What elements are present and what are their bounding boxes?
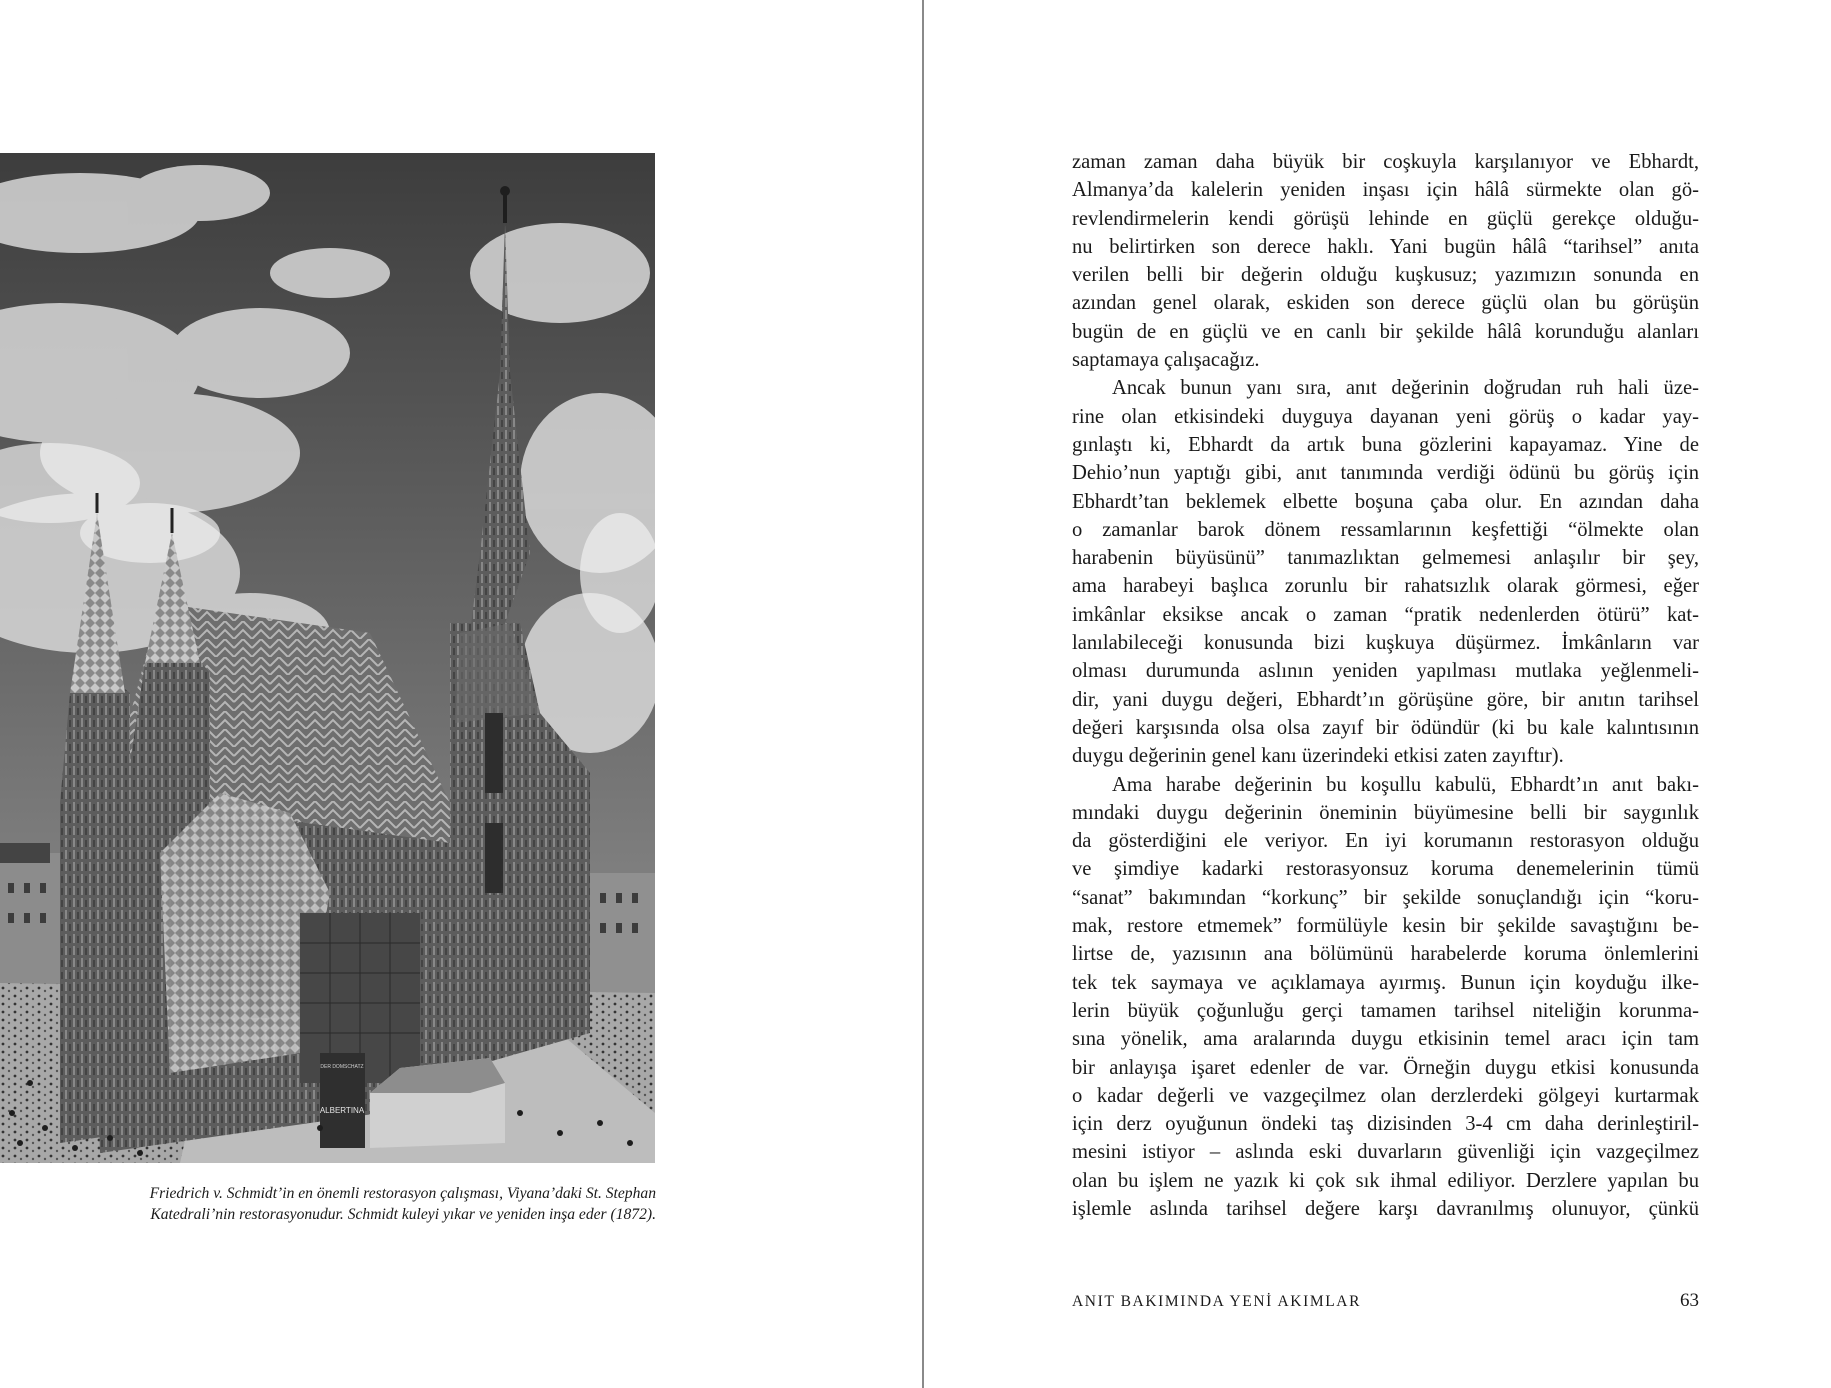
caption-line: Katedrali’nin restorasyonudur. Schmidt kuleyi yıkar ve yeniden inşa eder (1872). <box>150 1206 656 1223</box>
text-line: da gösterdiğini ele veriyor. En iyi korumanın restorasyon olduğu <box>1072 830 1699 853</box>
text-line: dir, yani duygu değeri, Ebhardt’ın görüşüne göre, bir anıtın tarihsel <box>1072 688 1699 711</box>
text-line: gınlaştı ki, Ebhardt da artık buna gözlerini kapayamaz. Yine de <box>1072 433 1699 456</box>
page-number: 63 <box>1680 1290 1699 1311</box>
text-line: bir anlayışa işaret edenler de var. Örneğin duygu etkisi konusunda <box>1072 1056 1699 1079</box>
text-line: rine olan etkisindeki duyguya dayanan yeni görüş o kadar yay- <box>1072 405 1699 428</box>
page-gutter <box>922 0 924 1388</box>
text-line: azından genel olarak, eskiden son derece güçlü olan bu görüşün <box>1072 292 1699 315</box>
text-line: Ebhardt’tan beklemek elbette boşuna çaba olur. En azından daha <box>1072 490 1699 513</box>
cathedral-photo <box>0 153 655 1163</box>
text-line: o kadar değerli ve vazgeçilmez olan derzlerdeki gölgeyi kurtarmak <box>1072 1084 1699 1107</box>
text-line: tek tek saymaya ve açıklamaya ayırmış. Bunun için koyduğu ilke- <box>1072 971 1699 994</box>
text-line: Dehio’nun yaptığı gibi, anıt tanımında verdiği ödünü bu görüş için <box>1072 462 1699 485</box>
text-line: nu belirtirken son derece haklı. Yani bugün hâlâ “tarihsel” anıta <box>1072 235 1699 258</box>
body-text <box>1072 148 1699 1223</box>
text-line: lerin büyük çoğunluğu gerçi tamamen tarihsel niteliğin korunma- <box>1072 999 1699 1022</box>
text-line: revlendirmelerin kendi görüşü lehinde en güçlü gerekçe olduğu- <box>1072 207 1699 230</box>
paragraph-3 <box>1072 771 1699 1224</box>
text-line: mındaki duygu değerinin öneminin büyümesine belli bir saygınlık <box>1072 801 1699 824</box>
text-line: harabenin büyüsünü” tanımazlıktan gelmemesi anlaşılır bir şey, <box>1072 547 1699 570</box>
albertina-banner: ALBERTINA <box>319 1106 365 1115</box>
text-line: “sanat” bakımından “korkunç” bir şekilde sonuçlandığı için “koru- <box>1072 886 1699 909</box>
text-line: için derz oyuğunun öndeki taş dizisinden 3-4 cm daha derinleştiril- <box>1072 1113 1699 1136</box>
text-line: mesini istiyor – aslında eski duvarların güvenliği için vazgeçilmez <box>1072 1141 1699 1164</box>
text-line: Ancak bunun yanı sıra, anıt değerinin doğrudan ruh hali üze- <box>1112 377 1699 400</box>
text-line: işlemle aslında tarihsel değere karşı davranılmış olunuyor, çünkü <box>1072 1197 1699 1220</box>
text-line: zaman zaman daha büyük bir coşkuyla karşılanıyor ve Ebhardt, <box>1072 151 1699 173</box>
text-line: olan bu işlem ne yazık ki çok sık ihmal ediliyor. Derzlere yapılan bu <box>1072 1169 1699 1192</box>
running-head: ANIT BAKIMINDA YENİ AKIMLAR <box>1072 1293 1362 1310</box>
text-line: imkânlar eksikse ancak o zaman “pratik nedenlerden ötürü” kat- <box>1072 603 1699 626</box>
domschatz-sign: DER DOMSCHATZ <box>320 1064 364 1070</box>
paragraph-2 <box>1072 374 1699 770</box>
text-line: verilen belli bir değerin olduğu kuşkusuz; yazımızın sonunda en <box>1072 264 1699 287</box>
text-line: Ama harabe değerinin bu koşullu kabulü, Ebhardt’ın anıt bakı- <box>1112 773 1699 796</box>
text-line: ama harabeyi başlıca zorunlu bir rahatsızlık olarak görmesi, eğer <box>1072 575 1699 598</box>
text-line: duygu değerinin genel kanı üzerindeki etkisi zaten zayıftır). <box>1072 745 1564 768</box>
text-line: lanılabileceği konusunda bizi kuşkuya düşürmez. İmkânların var <box>1072 632 1699 655</box>
text-line: lirtse de, yazısının ana bölümünü harabelerde koruma önlemlerini <box>1072 943 1699 966</box>
text-line: değeri karşısında olsa olsa zayıf bir ödündür (ki bu kale kalıntısının <box>1072 716 1699 739</box>
text-line: sına yönelik, ama aralarında duygu etkisinin temel aracı için tam <box>1072 1028 1699 1051</box>
text-line: bugün de en güçlü ve en canlı bir şekilde hâlâ korunduğu alanları <box>1072 320 1699 343</box>
paragraph-1 <box>1072 148 1699 374</box>
caption-line: Friedrich v. Schmidt’in en önemli restorasyon çalışması, Viyana’daki St. Stephan <box>149 1185 656 1202</box>
text-line: Almanya’da kalelerin yeniden inşası için hâlâ sürmekte olan gö- <box>1072 179 1699 202</box>
photo-caption <box>118 1183 656 1225</box>
cathedral-photo-icon <box>0 153 655 1163</box>
text-line: olması durumunda aslının yeniden yapılması mutlaka yeğlenmeli- <box>1072 660 1699 683</box>
text-line: mak, restore etmemek” formülüyle kesin bir şekilde savaştığını be- <box>1072 915 1699 938</box>
text-line: saptamaya çalışacağız. <box>1072 349 1260 372</box>
text-line: o zamanlar barok dönem ressamlarının keşfettiği “ölmekte olan <box>1072 518 1699 541</box>
text-line: ve şimdiye kadarki restorasyonsuz koruma denemelerinin tümü <box>1072 858 1699 881</box>
